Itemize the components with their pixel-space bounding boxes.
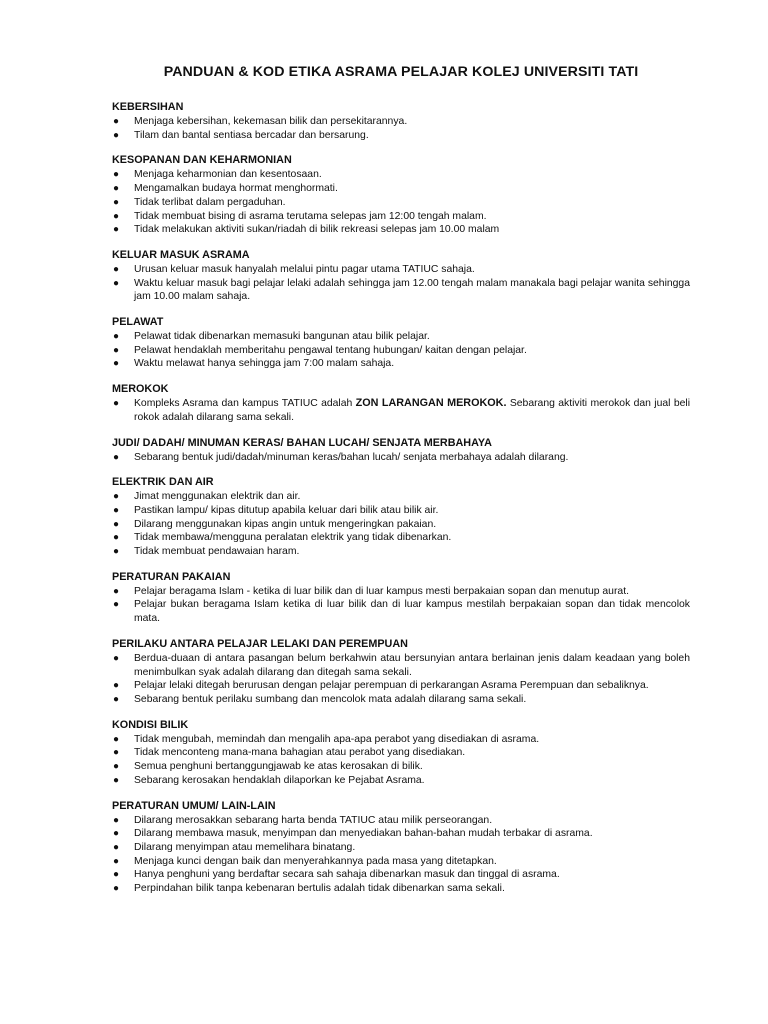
section-heading: PELAWAT bbox=[112, 316, 164, 329]
list-item-text: Dilarang menyimpan atau memelihara binatang. bbox=[134, 841, 356, 853]
section-heading: KELUAR MASUK ASRAMA bbox=[112, 248, 250, 261]
document-title: PANDUAN & KOD ETIKA ASRAMA PELAJAR KOLEJ UNIVERSITI TATI bbox=[163, 64, 639, 80]
list-item-text: Mengamalkan budaya hormat menghormati. bbox=[134, 183, 338, 195]
bullet-list bbox=[112, 733, 690, 788]
list-item-text: Tidak melakukan aktiviti sukan/riadah di bilik rekreasi selepas jam 10.00 malam bbox=[134, 224, 500, 236]
list-item-text: Hanya penghuni yang berdaftar secara sah sahaja dibenarkan masuk dan tinggal di asrama. bbox=[134, 869, 560, 881]
list-item-text: Dilarang membawa masuk, menyimpan dan menyediakan bahan-bahan mudah terbakar di asrama. bbox=[134, 828, 593, 840]
bullet-icon: ● bbox=[113, 398, 120, 410]
list-item-text: Semua penghuni bertanggungjawab ke atas kerosakan di bilik. bbox=[134, 761, 423, 773]
list-item bbox=[112, 330, 690, 344]
section bbox=[112, 637, 690, 707]
section bbox=[112, 248, 690, 304]
list-item-text: Dilarang menggunakan kipas angin untuk mengeringkan pakaian. bbox=[134, 518, 437, 530]
bullet-icon: ● bbox=[113, 504, 120, 516]
list-item bbox=[112, 598, 690, 625]
list-item-text: Waktu melawat hanya sehingga jam 7:00 malam sahaja. bbox=[134, 358, 395, 370]
section bbox=[112, 436, 690, 465]
section-heading: KESOPANAN DAN KEHARMONIAN bbox=[112, 154, 292, 167]
bullet-list bbox=[112, 814, 690, 896]
bullet-icon: ● bbox=[113, 116, 120, 127]
list-item-text: Tidak membuat pendawaian haram. bbox=[134, 546, 300, 558]
bullet-icon: ● bbox=[113, 532, 120, 544]
bullet-icon: ● bbox=[113, 358, 120, 370]
bullet-icon: ● bbox=[113, 344, 120, 356]
list-item bbox=[112, 168, 690, 182]
bullet-icon: ● bbox=[113, 196, 120, 208]
list-item bbox=[112, 774, 690, 788]
list-item-text: Menjaga keharmonian dan kesentosaan. bbox=[134, 169, 322, 181]
bullet-icon: ● bbox=[113, 869, 120, 881]
bullet-icon: ● bbox=[113, 599, 120, 611]
list-item-text-continued: Sebarang aktiviti merokok dan jual beli rokok adalah dilarang sama sekali. bbox=[134, 398, 690, 423]
bullet-icon: ● bbox=[113, 451, 120, 463]
list-item bbox=[112, 868, 690, 882]
list-item bbox=[112, 814, 690, 828]
bullet-icon: ● bbox=[113, 263, 120, 275]
list-item bbox=[112, 451, 690, 465]
list-item-text: Pelawat hendaklah memberitahu pengawal tentang hubungan/ kaitan dengan pelajar. bbox=[134, 344, 527, 356]
emphasis-text: ZON LARANGAN MEROKOK. bbox=[355, 397, 507, 410]
list-item bbox=[112, 693, 690, 707]
section bbox=[112, 799, 690, 896]
section-heading: PERILAKU ANTARA PELAJAR LELAKI DAN PEREMPUAN bbox=[112, 637, 408, 650]
bullet-icon: ● bbox=[113, 183, 120, 195]
list-item bbox=[112, 182, 690, 196]
section bbox=[112, 315, 690, 371]
list-item bbox=[112, 196, 690, 210]
bullet-icon: ● bbox=[113, 331, 120, 343]
bullet-icon: ● bbox=[113, 546, 120, 558]
section-heading: PERATURAN PAKAIAN bbox=[112, 570, 231, 583]
bullet-icon: ● bbox=[113, 169, 120, 181]
list-item-text: Sebarang kerosakan hendaklah dilaporkan ke Pejabat Asrama. bbox=[134, 774, 425, 786]
list-item-text: Kompleks Asrama dan kampus TATIUC adalah bbox=[134, 398, 356, 410]
list-item-text: Tidak membawa/mengguna peralatan elektrik yang tidak dibenarkan. bbox=[134, 532, 452, 544]
bullet-icon: ● bbox=[113, 761, 120, 773]
list-item-text: Perpindahan bilik tanpa kebenaran bertulis adalah tidak dibenarkan sama sekali. bbox=[134, 883, 505, 895]
bullet-icon: ● bbox=[113, 491, 120, 503]
list-item-text: Sebarang bentuk perilaku sumbang dan mencolok mata adalah dilarang sama sekali. bbox=[134, 693, 527, 705]
section bbox=[112, 718, 690, 788]
list-item-text: Tidak membuat bising di asrama terutama selepas jam 12:00 tengah malam. bbox=[134, 210, 487, 222]
bullet-icon: ● bbox=[113, 841, 120, 853]
bullet-icon: ● bbox=[113, 814, 120, 826]
list-item bbox=[112, 585, 690, 599]
section-heading: PERATURAN UMUM/ LAIN-LAIN bbox=[112, 799, 276, 812]
list-item-text: Pelawat tidak dibenarkan memasuki bangunan atau bilik pelajar. bbox=[134, 331, 430, 343]
list-item bbox=[112, 855, 690, 869]
bullet-icon: ● bbox=[113, 733, 120, 745]
list-item bbox=[112, 504, 690, 518]
list-item bbox=[112, 210, 690, 224]
list-item-text: Menjaga kunci dengan baik dan menyerahkannya pada masa yang ditetapkan. bbox=[134, 855, 497, 867]
section-heading: JUDI/ DADAH/ MINUMAN KERAS/ BAHAN LUCAH/ SENJATA MERBAHAYA bbox=[112, 436, 492, 449]
section bbox=[112, 100, 690, 142]
list-item bbox=[112, 679, 690, 693]
section bbox=[112, 153, 690, 237]
list-item-text: Pelajar bukan beragama Islam ketika di luar bilik dan di luar kampus mestilah berpakaian sopan dan tidak mencolok mata. bbox=[134, 599, 690, 625]
bullet-icon: ● bbox=[113, 747, 120, 759]
bullet-list bbox=[112, 490, 690, 559]
section bbox=[112, 570, 690, 626]
list-item-text: Urusan keluar masuk hanyalah melalui pintu pagar utama TATIUC sahaja. bbox=[134, 263, 475, 275]
list-item bbox=[112, 263, 690, 277]
list-item-text: Tidak mengubah, memindah dan mengalih apa-apa perabot yang disediakan di asrama. bbox=[134, 733, 540, 745]
list-item bbox=[112, 760, 690, 774]
bullet-list bbox=[112, 168, 690, 237]
bullet-list bbox=[112, 263, 690, 304]
list-item bbox=[112, 344, 690, 358]
list-item-text: Tidak menconteng mana-mana bahagian atau perabot yang disediakan. bbox=[134, 747, 466, 759]
bullet-list bbox=[112, 585, 690, 626]
bullet-icon: ● bbox=[113, 680, 120, 692]
list-item bbox=[112, 115, 690, 129]
bullet-icon: ● bbox=[113, 277, 120, 289]
list-item bbox=[112, 531, 690, 545]
list-item bbox=[112, 827, 690, 841]
list-item-text: Sebarang bentuk judi/dadah/minuman keras/bahan lucah/ senjata merbahaya adalah dilarang. bbox=[134, 451, 569, 463]
bullet-icon: ● bbox=[113, 518, 120, 530]
list-item-text: Tidak terlibat dalam pergaduhan. bbox=[134, 196, 286, 208]
section-heading: KONDISI BILIK bbox=[112, 718, 189, 731]
bullet-icon: ● bbox=[113, 210, 120, 222]
list-item bbox=[112, 397, 690, 424]
bullet-icon: ● bbox=[113, 585, 120, 597]
list-item bbox=[112, 277, 690, 304]
list-item-text: Pelajar beragama Islam - ketika di luar bilik dan di luar kampus mesti berpakaian sopan dan menutup aurat. bbox=[134, 585, 629, 597]
list-item bbox=[112, 733, 690, 747]
section-heading: KEBERSIHAN bbox=[112, 101, 184, 113]
list-item-text: Tilam dan bantal sentiasa bercadar dan bersarung. bbox=[134, 129, 369, 141]
list-item-text: Menjaga kebersihan, kekemasan bilik dan persekitarannya. bbox=[134, 116, 408, 127]
list-item bbox=[112, 223, 690, 237]
list-item bbox=[112, 882, 690, 896]
document-page bbox=[112, 64, 690, 907]
bullet-list bbox=[112, 330, 690, 371]
sections-container bbox=[112, 100, 690, 896]
bullet-icon: ● bbox=[113, 883, 120, 895]
list-item bbox=[112, 652, 690, 679]
bullet-list bbox=[112, 397, 690, 424]
list-item-text: Berdua-duaan di antara pasangan belum berkahwin atau bersunyian antara berlainan jenis dalam keadaan yang boleh menimbulkan syak adalah dilarang dan ditegah sama sekali. bbox=[134, 652, 690, 678]
bullet-icon: ● bbox=[113, 129, 120, 141]
bullet-list bbox=[112, 652, 690, 707]
list-item bbox=[112, 518, 690, 532]
list-item bbox=[112, 357, 690, 371]
bullet-icon: ● bbox=[113, 774, 120, 786]
list-item bbox=[112, 490, 690, 504]
list-item-text: Waktu keluar masuk bagi pelajar lelaki adalah sehingga jam 12.00 tengah malam manakala bagi pelajar wanita sehingga jam 10.00 malam sahaja. bbox=[134, 277, 690, 303]
bullet-icon: ● bbox=[113, 693, 120, 705]
section-heading: MEROKOK bbox=[112, 383, 169, 396]
list-item-text: Dilarang merosakkan sebarang harta benda TATIUC atau milik perseorangan. bbox=[134, 814, 493, 826]
bullet-icon: ● bbox=[113, 828, 120, 840]
section-heading: ELEKTRIK DAN AIR bbox=[112, 476, 214, 489]
bullet-icon: ● bbox=[113, 652, 120, 664]
bullet-list bbox=[112, 115, 690, 142]
list-item bbox=[112, 545, 690, 559]
bullet-icon: ● bbox=[113, 855, 120, 867]
list-item-text: Pelajar lelaki ditegah berurusan dengan pelajar perempuan di perkarangan Asrama Perempuan dan sebaliknya. bbox=[134, 680, 649, 692]
list-item bbox=[112, 129, 690, 143]
section bbox=[112, 382, 690, 424]
bullet-list bbox=[112, 451, 690, 465]
section bbox=[112, 475, 690, 559]
list-item bbox=[112, 746, 690, 760]
list-item-text: Pastikan lampu/ kipas ditutup apabila keluar dari bilik atau bilik air. bbox=[134, 504, 439, 516]
list-item bbox=[112, 841, 690, 855]
list-item-text: Jimat menggunakan elektrik dan air. bbox=[134, 491, 301, 503]
bullet-icon: ● bbox=[113, 224, 120, 236]
